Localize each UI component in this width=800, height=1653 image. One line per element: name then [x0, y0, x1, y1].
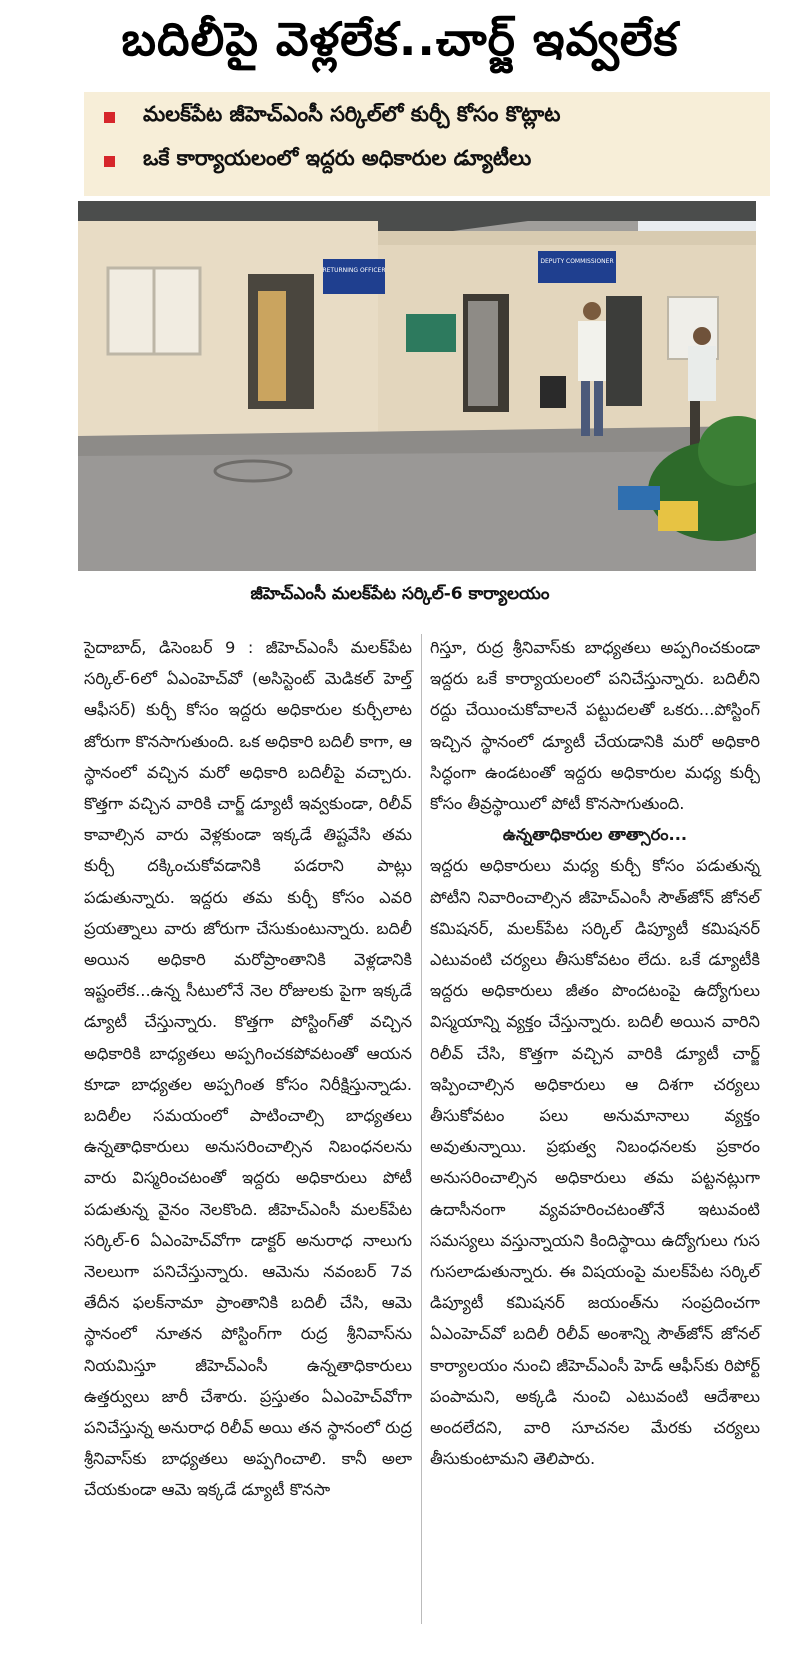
section-subtitle: ఉన్నతాధికారుల తాత్సారం...	[502, 825, 688, 845]
photo-caption: జీహెచ్‌ఎంసీ మలక్‌పేట సర్కిల్‌-6 కార్యాలయం	[250, 584, 550, 604]
headline: బదిలీపై వెళ్లలేక..చార్జ్ ఇవ్వలేక	[121, 12, 679, 66]
paragraph-right-2: ఇద్దరు అధికారులు మధ్య కుర్చీ కోసం పడుతున్న పోటీని నివారించాల్సిన జీహెచ్‌ఎంసీ సౌత్‌జోన్‌ జోనల్‌ కమిషనర్‌, మలక్‌పేట సర్కిల్‌ డిప్యూటీ కమిషనర్‌ ఎటువంటి చర్యలు తీసుకోవటం లేదు. ఒకే డ్యూటీకి ఇద్దరు అధికారులు జీతం పొందటంపై ఉద్యోగులు విస్మయాన్ని వ్యక్తం చేస్తున్నారు. బదిలీ అయిన వారిని రిలీవ్‌ చేసి, కొత్తగా వచ్చిన వారికి డ్యూటీ చార్జ్‌ ఇప్పించాల్సిన అధికారులు ఆ దిశగా చర్యలు తీసుకోవటం పలు అనుమానాలు వ్యక్తం అవుతున్నాయి. ప్రభుత్వ నిబంధనలకు ప్రకారం అనుసరించాల్సిన అధికారులు తమ పట్టనట్లుగా ఉదాసీనంగా వ్యవహరించటంతోనే ఇటువంటి సమస్యలు వస్తున్నాయని కిందిస్థాయి ఉద్యోగులు గుస గుసలాడుతున్నారు. ఈ విషయంపై మలక్‌పేట సర్కిల్‌ డిప్యూటీ కమిషనర్‌ జయంత్‌ను సంప్రదించగా ఏఎంహెచ్‌వో బదిలీ రిలీవ్‌ అంశాన్ని సౌత్‌జోన్‌ జోనల్‌ కార్యాలయం నుంచి జీహెచ్‌ఎంసీ హెడ్‌ ఆఫీస్‌కు రిపోర్ట్‌ పంపామని, అక్కడి నుంచి ఎటువంటి ఆదేశాలు అందలేదని, వారి సూచనల మేరకు చర్యలు తీసుకుంటామని తెలిపారు.	[430, 856, 760, 1469]
column-divider	[421, 634, 422, 1624]
subhead-1	[104, 102, 560, 132]
office-photo-illustration	[78, 201, 756, 571]
bullet-icon	[104, 156, 115, 167]
article-column-left	[84, 632, 412, 1506]
subhead-1-text: మలక్‌పేట జీహెచ్‌ఎంసీ సర్కిల్‌లో కుర్చీ కోసం కొట్లాట	[143, 102, 561, 126]
sign-right-text: DEPUTY COMMISSIONER	[540, 258, 614, 265]
paragraph-right-1: గిస్తూ, రుద్ర శ్రీనివాస్‌కు బాధ్యతలు అప్పగించకుండా ఇద్దరు ఒకే కార్యాయలంలో పనిచేస్తున్నారు. బదిలీని రద్దు చేయించుకోవాలనే పట్టుదలతో ఒకరు...పోస్టింగ్‌ ఇచ్చిన స్థానంలో డ్యూటీ చేయడానికి మరో అధికారి సిద్ధంగా ఉండటంతో ఇద్దరు అధికారుల మధ్య కుర్చీ కోసం తీవ్రస్థాయిలో పోటీ కొనసాగుతుంది.	[430, 638, 760, 814]
article-column-right	[430, 632, 760, 1474]
paragraph-left-1: సైదాబాద్‌, డిసెంబర్‌ 9 : జీహెచ్‌ఎంసీ మలక్‌పేట సర్కిల్‌-6లో ఏఎంహెచ్‌వో (అసిస్టెంట్‌ మెడికల్‌ హెల్త్‌ ఆఫీసర్‌) కుర్చీ కోసం ఇద్దరు అధికారుల కుర్చీలాట జోరుగా కొనసాగుతుంది. ఒక అధికారి బదిలీ కాగా, ఆ స్థానంలో వచ్చిన మరో అధికారి బదిలీపై వచ్చారు. కొత్తగా వచ్చిన వారికి చార్జ్‌ డ్యూటీ ఇవ్వకుండా, రిలీవ్‌ కావాల్సిన వారు వెళ్లకుండా ఇక్కడే తిష్టవేసి తమ కుర్చీ దక్కించుకోవడానికి పడరాని పాట్లు పడుతున్నారు. ఇద్దరు తమ కుర్చీ కోసం ఎవరి ప్రయత్నాలు వారు జోరుగా చేసుకుంటున్నారు. బదిలీ అయిన అధికారి మరోప్రాంతానికి వెళ్లడానికి ఇష్టంలేక...ఉన్న సీటులోనే నెల రోజులకు పైగా ఇక్కడే డ్యూటీ చేస్తున్నారు. కొత్తగా పోస్టింగ్‌తో వచ్చిన అధికారికి బాధ్యతలు అప్పగించకపోవటంతో ఆయన కూడా బాధ్యతల అప్పగింత కోసం నిరీక్షిస్తున్నాడు. బదిలీల సమయంలో పాటించాల్సి బాధ్యతలు ఉన్నతాధికారులు అనుసరించాల్సిన నిబంధనలను వారు విస్మరించటంతో ఇద్దరు అధికారులు పోటీ పడుతున్న వైనం నెలకొంది. జీహెచ్‌ఎంసీ మలక్‌పేట సర్కిల్‌-6 ఏఎంహెచ్‌వోగా డాక్టర్‌ అనురాధ నాలుగు నెలలుగా పనిచేస్తున్నారు. ఆమెను నవంబర్‌ 7వ తేదీన ఫలక్‌నామా ప్రాంతానికి బదిలీ చేసి, ఆమె స్థానంలో నూతన పోస్టింగ్‌గా రుద్ర శ్రీనివాస్‌ను నియమిస్తూ జీహెచ్‌ఎంసీ ఉన్నతాధికారులు ఉత్తర్వులు జారీ చేశారు. ప్రస్తుతం ఏఎంహెచ్‌వోగా పనిచేస్తున్న అనురాధ రిలీవ్‌ అయి తన స్థానంలో రుద్ర శ్రీనివాస్‌కు బాధ్యతలు అప్పగించాలి. కానీ అలా చేయకుండా ఆమె ఇక్కడే డ్యూటీ కొనసా	[84, 638, 412, 1500]
subhead-2	[104, 146, 531, 176]
subheads-box	[84, 92, 770, 196]
news-photo	[78, 201, 756, 571]
bullet-icon	[104, 112, 115, 123]
subhead-2-text: ఒకే కార్యాయలంలో ఇద్దరు అధికారుల డ్యూటీలు	[143, 146, 532, 170]
sign-left-text: RETURNING OFFICER	[322, 267, 386, 274]
